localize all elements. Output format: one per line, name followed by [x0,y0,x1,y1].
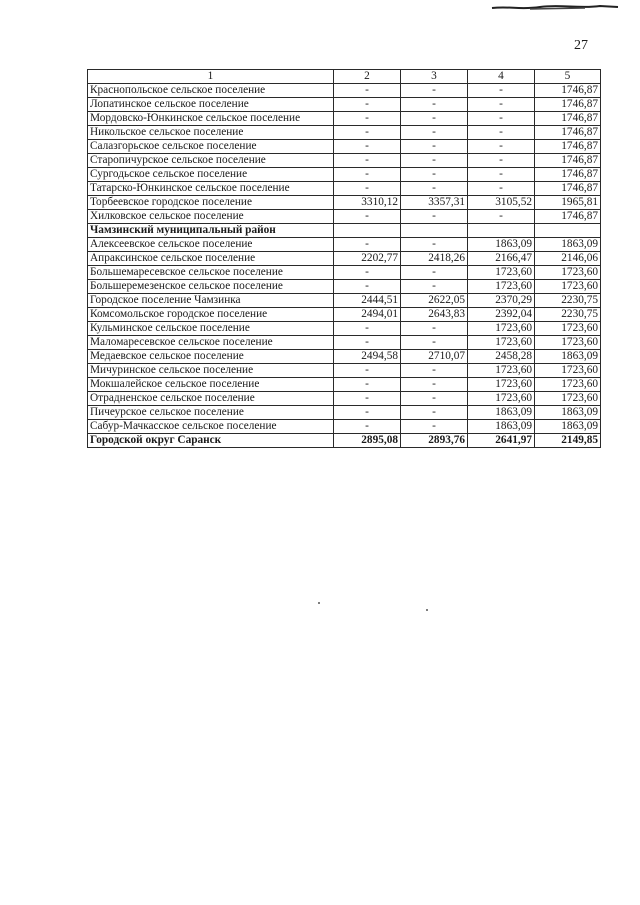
value-cell: - [401,378,468,392]
value-cell: - [401,392,468,406]
value-cell: 1746,87 [535,140,601,154]
value-cell: - [334,112,401,126]
header-cell: 2 [334,70,401,84]
value-cell: - [401,98,468,112]
value-cell: 1723,60 [535,266,601,280]
table-row [88,252,601,266]
table-row [88,210,601,224]
value-cell: 1863,09 [468,420,535,434]
value-cell: 1723,60 [468,336,535,350]
value-cell: 2230,75 [535,294,601,308]
table-row [88,140,601,154]
value-cell: - [468,84,535,98]
row-name-cell: Большемаресевское сельское поселение [88,266,334,280]
value-cell: - [334,182,401,196]
value-cell [535,224,601,238]
value-cell: 1863,09 [535,238,601,252]
table-row [88,182,601,196]
row-name-cell: Татарско-Юнкинское сельское поселение [88,182,334,196]
value-cell: 1723,60 [535,364,601,378]
table-row [88,364,601,378]
row-name-cell: Лопатинское сельское поселение [88,98,334,112]
value-cell: - [468,112,535,126]
value-cell: - [468,182,535,196]
value-cell: 3105,52 [468,196,535,210]
value-cell: - [334,378,401,392]
scan-speck [426,609,428,611]
value-cell: 1746,87 [535,84,601,98]
table-row [88,280,601,294]
value-cell: - [468,126,535,140]
value-cell: - [401,210,468,224]
value-cell: 1723,60 [468,378,535,392]
value-cell: - [468,98,535,112]
value-cell: 1723,60 [468,280,535,294]
value-cell: - [401,266,468,280]
value-cell: 2146,06 [535,252,601,266]
value-cell: 2494,58 [334,350,401,364]
table-row [88,266,601,280]
table-row [88,406,601,420]
row-name-cell: Чамзинский муниципальный район [88,224,334,238]
value-cell: - [334,210,401,224]
scan-artifact-stroke [490,4,620,12]
value-cell: 1863,09 [535,406,601,420]
value-cell: - [401,280,468,294]
header-cell: 1 [88,70,334,84]
value-cell: - [401,238,468,252]
row-name-cell: Апраксинское сельское поселение [88,252,334,266]
row-name-cell: Городское поселение Чамзинка [88,294,334,308]
table-row [88,154,601,168]
value-cell: - [401,154,468,168]
value-cell: - [334,336,401,350]
value-cell: 1723,60 [535,322,601,336]
value-cell: - [334,280,401,294]
value-cell: - [334,98,401,112]
value-cell: 2458,28 [468,350,535,364]
data-table [87,69,601,448]
value-cell: 1746,87 [535,98,601,112]
row-name-cell: Сабур-Мачкасское сельское поселение [88,420,334,434]
row-name-cell: Мичуринское сельское поселение [88,364,334,378]
row-name-cell: Сургодьское сельское поселение [88,168,334,182]
value-cell: 1863,09 [535,420,601,434]
row-name-cell: Краснопольское сельское поселение [88,84,334,98]
row-name-cell: Мордовско-Юнкинское сельское поселение [88,112,334,126]
value-cell: - [468,210,535,224]
table-row [88,434,601,448]
value-cell: 1746,87 [535,112,601,126]
row-name-cell: Алексеевское сельское поселение [88,238,334,252]
row-name-cell: Комсомольское городское поселение [88,308,334,322]
value-cell: 1723,60 [468,364,535,378]
value-cell: 2418,26 [401,252,468,266]
page-number: 27 [574,38,588,53]
value-cell: 1746,87 [535,126,601,140]
row-name-cell: Медаевское сельское поселение [88,350,334,364]
value-cell: 2895,08 [334,434,401,448]
value-cell: 1746,87 [535,210,601,224]
header-cell: 3 [401,70,468,84]
table-row [88,420,601,434]
table-row [88,238,601,252]
value-cell: - [401,336,468,350]
value-cell: 1723,60 [535,392,601,406]
value-cell: - [334,84,401,98]
row-name-cell: Старопичурское сельское поселение [88,154,334,168]
value-cell: - [401,406,468,420]
table-row [88,336,601,350]
value-cell: 1723,60 [535,378,601,392]
value-cell: - [334,238,401,252]
value-cell: 3310,12 [334,196,401,210]
value-cell [401,224,468,238]
value-cell: 1746,87 [535,168,601,182]
value-cell: - [334,266,401,280]
table-row [88,112,601,126]
value-cell: 1723,60 [535,336,601,350]
value-cell: - [401,140,468,154]
value-cell: - [401,168,468,182]
value-cell: - [401,112,468,126]
value-cell: 2494,01 [334,308,401,322]
table-header-row [88,70,601,84]
table-row [88,308,601,322]
value-cell: - [334,126,401,140]
table-row [88,392,601,406]
value-cell: - [334,392,401,406]
row-name-cell: Большеремезенское сельское поселение [88,280,334,294]
value-cell: 2230,75 [535,308,601,322]
value-cell: 2392,04 [468,308,535,322]
value-cell: 2370,29 [468,294,535,308]
row-name-cell: Городской округ Саранск [88,434,334,448]
value-cell: - [334,154,401,168]
value-cell: 1723,60 [535,280,601,294]
table-row [88,168,601,182]
value-cell: 1965,81 [535,196,601,210]
value-cell: - [334,406,401,420]
value-cell: 1863,09 [535,350,601,364]
value-cell: 2643,83 [401,308,468,322]
row-name-cell: Никольское сельское поселение [88,126,334,140]
table-row [88,98,601,112]
value-cell: 2641,97 [468,434,535,448]
row-name-cell: Маломаресевское сельское поселение [88,336,334,350]
value-cell: 2710,07 [401,350,468,364]
table-row [88,224,601,238]
value-cell: 2893,76 [401,434,468,448]
value-cell: 1723,60 [468,322,535,336]
value-cell: - [401,420,468,434]
header-cell: 5 [535,70,601,84]
table-row [88,350,601,364]
value-cell: - [468,140,535,154]
table-row [88,196,601,210]
row-name-cell: Пичеурское сельское поселение [88,406,334,420]
value-cell: 1863,09 [468,406,535,420]
table-row [88,126,601,140]
value-cell: - [334,420,401,434]
value-cell: - [334,140,401,154]
value-cell: - [468,154,535,168]
table-body [88,70,601,448]
row-name-cell: Кульминское сельское поселение [88,322,334,336]
value-cell: 3357,31 [401,196,468,210]
value-cell: - [401,364,468,378]
value-cell: 2166,47 [468,252,535,266]
header-cell: 4 [468,70,535,84]
row-name-cell: Хилковское сельское поселение [88,210,334,224]
row-name-cell: Мокшалейское сельское поселение [88,378,334,392]
value-cell: - [334,322,401,336]
row-name-cell: Торбеевское городское поселение [88,196,334,210]
value-cell: 1746,87 [535,182,601,196]
value-cell: 2202,77 [334,252,401,266]
value-cell: - [401,322,468,336]
scan-speck [318,602,320,604]
value-cell: - [334,168,401,182]
value-cell: 2149,85 [535,434,601,448]
value-cell: - [401,126,468,140]
value-cell: 1746,87 [535,154,601,168]
table-row [88,294,601,308]
table-row [88,322,601,336]
table-row [88,84,601,98]
value-cell: 2622,05 [401,294,468,308]
value-cell: 1723,60 [468,266,535,280]
table-row [88,378,601,392]
value-cell [334,224,401,238]
row-name-cell: Салазгорьское сельское поселение [88,140,334,154]
value-cell [468,224,535,238]
value-cell: - [401,182,468,196]
value-cell: - [401,84,468,98]
value-cell: - [334,364,401,378]
value-cell: - [468,168,535,182]
value-cell: 1863,09 [468,238,535,252]
value-cell: 2444,51 [334,294,401,308]
value-cell: 1723,60 [468,392,535,406]
row-name-cell: Отрадненское сельское поселение [88,392,334,406]
